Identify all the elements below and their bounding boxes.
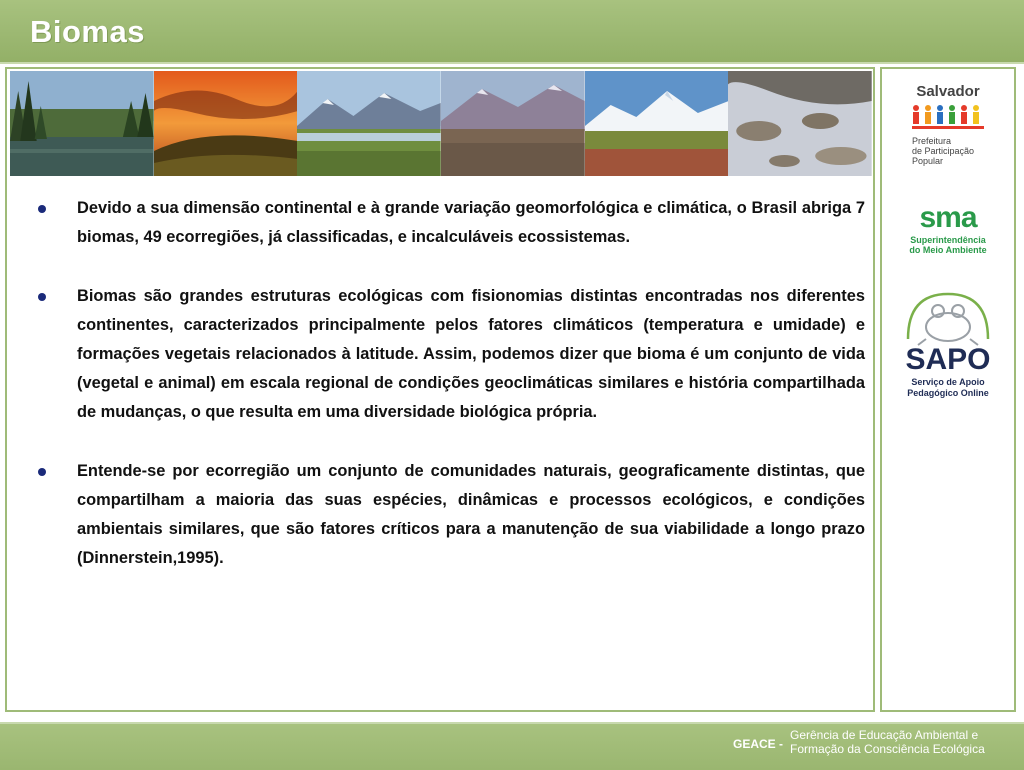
photo-frozen-rocks: [728, 71, 872, 176]
bullet-item: [37, 457, 865, 573]
sapo-line1: Serviço de Apoio: [911, 377, 985, 387]
footer-label: GEACE -: [733, 737, 784, 751]
salvador-line2: de Participação: [912, 146, 975, 156]
sma-line1: Superintendência: [910, 235, 986, 245]
bullet-text: Biomas são grandes estruturas ecológicas com fisionomias distintas encontradas nos diferentes continentes, caracterizados principalmente pelos fatores climáticos (temperatura e umidade) e formações vegetais relacionados à latitude. Assim, podemos dizer que bioma é um conjunto de vida (vegetal e animal) em escala regional de condições geoclimáticas similares e história compartilhada de mudanças, o que resulta em uma diversidade biológica própria.: [77, 287, 865, 421]
biome-photo-strip: [10, 71, 872, 176]
frog-icon: [898, 289, 998, 349]
bullet-item: [37, 194, 865, 252]
footer-bar: [0, 722, 1024, 770]
sapo-name: SAPO: [905, 343, 991, 376]
footer-line1: Gerência de Educação Ambiental e: [790, 728, 979, 742]
bullet-dot-icon: [38, 293, 46, 301]
salvador-name: Salvador: [916, 83, 980, 100]
bullet-text: Devido a sua dimensão continental e à grande variação geomorfológica e climática, o Brasil abriga 7 biomas, 49 ecorregiões, já classificadas, e incalculáveis ecossistemas.: [77, 199, 865, 246]
sapo-logo: [882, 289, 1014, 399]
photo-sunset-grassland: [154, 71, 298, 176]
bullet-dot-icon: [38, 205, 46, 213]
photo-forest-lake: [10, 71, 154, 176]
bullet-list: [37, 194, 865, 603]
sma-logo: [882, 203, 1014, 255]
sma-name: sma: [919, 201, 977, 234]
photo-mountain-valley: [297, 71, 441, 176]
photo-tundra-hills: [441, 71, 585, 176]
salvador-line3: Popular: [912, 156, 944, 166]
bullet-dot-icon: [38, 468, 46, 476]
salvador-line1: Prefeitura: [912, 136, 952, 146]
sapo-line2: Pedagógico Online: [907, 388, 989, 398]
sidebar-logos: [880, 67, 1016, 712]
footer-description: [790, 728, 985, 756]
people-icon: [908, 102, 988, 134]
page-title: Biomas: [30, 14, 145, 49]
main-content-frame: [5, 67, 875, 712]
bullet-item: [37, 282, 865, 427]
footer-line2: Formação da Consciência Ecológica: [790, 742, 985, 756]
sma-line2: do Meio Ambiente: [909, 245, 987, 255]
header-bar: [0, 0, 1024, 64]
bullet-text: Entende-se por ecorregião um conjunto de comunidades naturais, geograficamente distintas, que compartilham a maioria das suas espécies, dinâmicas e processos ecológicos, e condições ambientais similares, que são fatores críticos para a manutenção de sua viabilidade a longo prazo (Dinnerstein,1995).: [77, 462, 865, 567]
salvador-logo: [882, 83, 1014, 166]
photo-snowy-peaks: [585, 71, 729, 176]
